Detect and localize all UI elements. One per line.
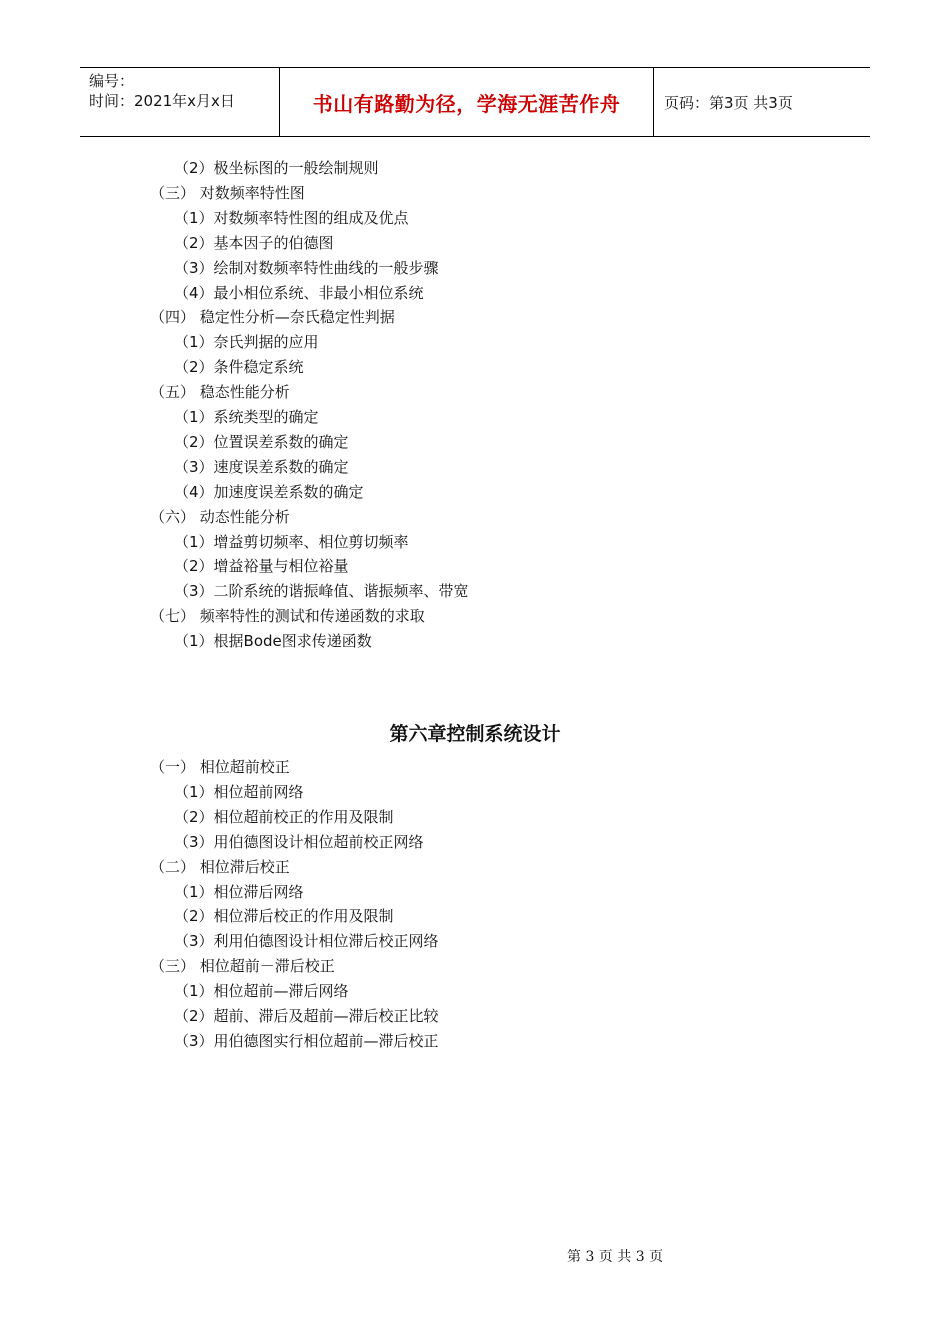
outline-item: （1）相位超前网络 [174,782,304,801]
header-page-info: 页码：第3页 共3页 [664,93,793,112]
number-label: 编号： [89,72,135,90]
outline-item: （2）相位滞后校正的作用及限制 [174,907,394,926]
outline-section: （四） 稳定性分析—奈氏稳定性判据 [150,308,395,327]
outline-item: （1）增益剪切频率、相位剪切频率 [174,532,409,551]
outline-item: （3）用伯德图设计相位超前校正网络 [174,832,424,851]
outline-item: （1）根据Bode图求传递函数 [174,632,372,651]
outline-section: （三） 相位超前－滞后校正 [150,957,335,976]
header-motto: 书山有路勤为径，学海无涯苦作舟 [280,68,654,136]
outline-item: （1）相位超前—滞后网络 [174,982,349,1001]
outline-section: （三） 对数频率特性图 [150,183,305,202]
outline-section: （五） 稳态性能分析 [150,383,290,402]
outline-item: （4）加速度误差系数的确定 [174,482,364,501]
outline-item: （4）最小相位系统、非最小相位系统 [174,283,424,302]
outline-item: （2）位置误差系数的确定 [174,432,349,451]
outline-item: （1）奈氏判据的应用 [174,333,319,352]
outline-item: （2）极坐标图的一般绘制规则 [174,159,379,177]
outline-item: （1）对数频率特性图的组成及优点 [174,208,409,227]
outline-item: （1）相位滞后网络 [174,882,304,901]
outline-item: （3）用伯德图实行相位超前—滞后校正 [174,1031,439,1050]
outline-item: （3）利用伯德图设计相位滞后校正网络 [174,932,439,951]
outline-item: （1）系统类型的确定 [174,408,319,426]
header-meta [80,68,280,136]
outline-section: （七） 频率特性的测试和传递函数的求取 [150,607,425,626]
outline-section: （一） 相位超前校正 [150,758,290,776]
outline-item: （3）二阶系统的谐振峰值、谐振频率、带宽 [174,582,469,601]
outline-item: （3）速度误差系数的确定 [174,457,349,476]
chapter-title: 第六章控制系统设计 [389,723,561,745]
outline-section: （六） 动态性能分析 [150,507,290,526]
outline-item: （2）基本因子的伯德图 [174,233,334,252]
outline-item: （2）超前、滞后及超前—滞后校正比较 [174,1007,439,1025]
footer-page-number: 第 3 页 共 3 页 [567,1249,664,1265]
outline-item: （2）相位超前校正的作用及限制 [174,807,394,826]
time-label: 时间：2021年x月x日 [89,92,235,110]
document-header [80,67,870,137]
page-footer [0,1246,950,1266]
outline-item: （2）条件稳定系统 [174,358,304,377]
outline-section: （二） 相位滞后校正 [150,857,290,876]
outline-item: （3）绘制对数频率特性曲线的一般步骤 [174,258,439,277]
outline-item: （2）增益裕量与相位裕量 [174,557,349,576]
